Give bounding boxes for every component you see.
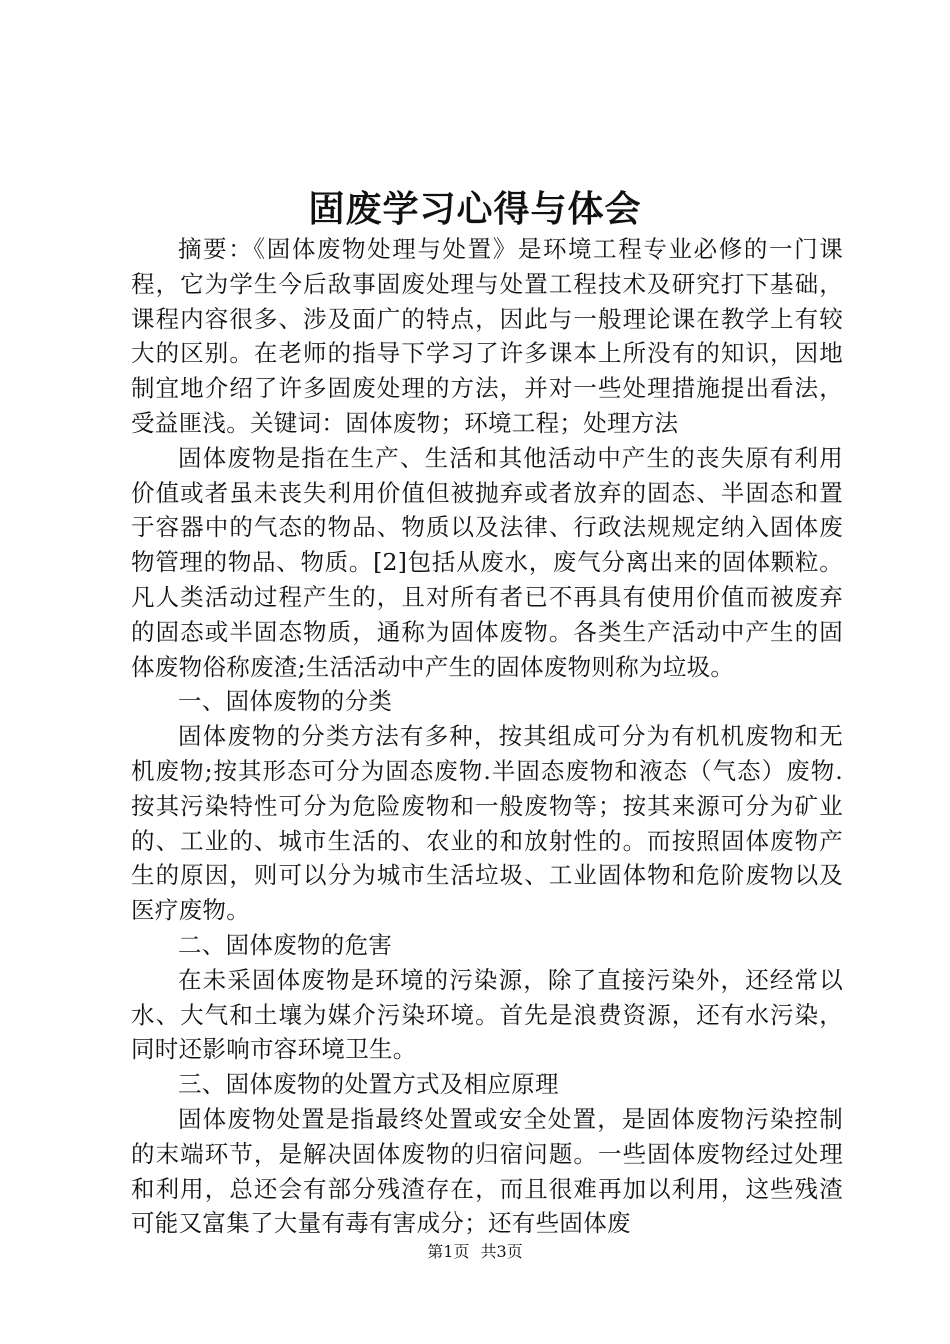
definition-paragraph: 固体废物是指在生产、生活和其他活动中产生的丧失原有利用价值或者虽未丧失利用价值但被抛弃或者放弃的固态、半固态和置于容器中的气态的物品、物质以及法律、行政法规规定纳入固体废物管理的物品、物质。[2]包括从废水，废气分离出来的固体颗粒。凡人类活动过程产生的，且对所有者已不再具有使用价值而被废弃的固态或半固态物质，通称为固体废物。各类生产活动中产生的固体废物俗称废渣;生活活动中产生的固体废物则称为垃圾。: [131, 443, 843, 681]
page-total: 共3页: [480, 1242, 523, 1261]
disposal-paragraph: 固体废物处置是指最终处置或安全处置，是固体废物污染控制的末端环节，是解决固体废物的归宿问题。一些固体废物经过处理和利用，总还会有部分残渣存在，而且很难再加以利用，这些残渣可能又富集了大量有毒有害成分；还有些固体废: [131, 1104, 843, 1238]
section-heading-classification: 一、固体废物的分类: [178, 687, 393, 716]
hazards-paragraph: 在未采固体废物是环境的污染源，除了直接污染外，还经常以水、大气和土壤为媒介污染环境。首先是浪费资源，还有水污染，同时还影响市容环境卫生。: [131, 965, 843, 1064]
document-title: 固废学习心得与体会: [308, 188, 642, 230]
page-footer: [0, 1241, 950, 1263]
document-body: [131, 232, 843, 1241]
section-heading-hazards: 二、固体废物的危害: [178, 930, 393, 959]
page-number: 第1页: [427, 1242, 470, 1261]
section-heading-disposal: 三、固体废物的处置方式及相应原理: [178, 1070, 559, 1099]
classification-paragraph: 固体废物的分类方法有多种，按其组成可分为有机机废物和无机废物;按其形态可分为固态废物.半固态废物和液态（气态）废物.按其污染特性可分为危险废物和一般废物等；按其来源可分为矿业的、工业的、城市生活的、农业的和放射性的。而按照固体废物产生的原因，则可以分为城市生活垃圾、工业固体物和危阶废物以及医疗废物。: [131, 722, 843, 925]
abstract-paragraph: 摘要：《固体废物处理与处置》是环境工程专业必修的一门课程，它为学生今后敌事固废处理与处置工程技术及研究打下基础，课程内容很多、涉及面广的特点，因此与一般理论课在教学上有较大的区别。在老师的指导下学习了许多课本上所没有的知识，因地制宜地介绍了许多固废处理的方法，并对一些处理措施提出看法，受益匪浅。关键词：固体废物；环境工程；处理方法: [131, 235, 843, 437]
